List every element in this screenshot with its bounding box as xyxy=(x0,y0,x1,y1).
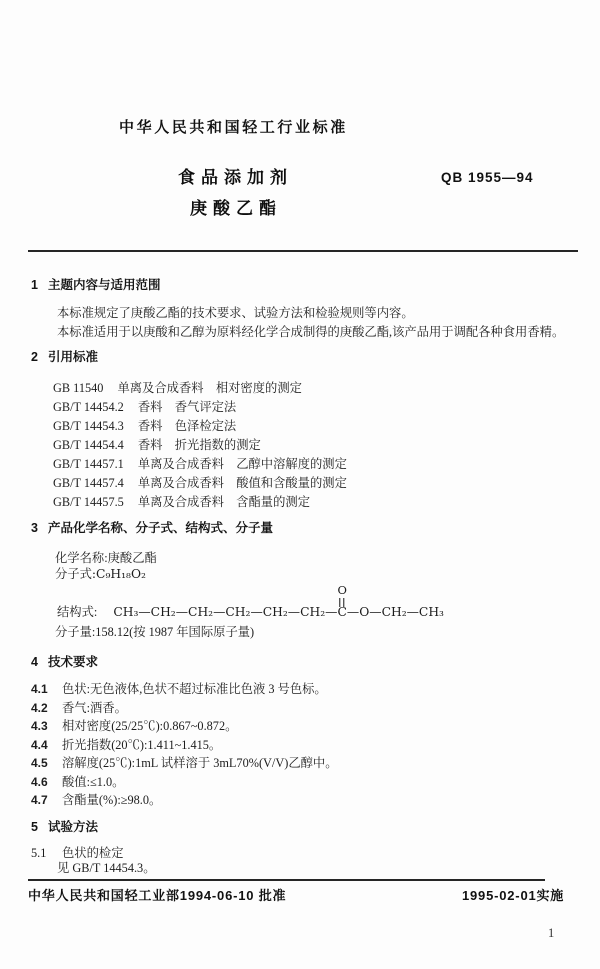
requirement-text: 色状:无色液体,色状不超过标准比色液 3 号色标。 xyxy=(62,682,327,696)
requirement-number: 4.3 xyxy=(31,719,48,733)
subsection-5-1-text: 见 GB/T 14454.3。 xyxy=(57,861,156,875)
subsection-5-1-number: 5.1 xyxy=(31,846,47,860)
section-3-heading xyxy=(31,521,273,535)
oxygen-atom: O xyxy=(337,583,347,597)
double-bond-icon xyxy=(340,598,345,607)
requirement-item xyxy=(31,754,338,773)
requirement-list xyxy=(31,680,338,810)
requirement-text: 酸值:≤1.0。 xyxy=(62,774,125,789)
reference-item xyxy=(53,474,347,493)
requirement-item xyxy=(31,717,338,736)
molecular-weight-line: 分子量:158.12(按 1987 年国际原子量) xyxy=(55,625,255,639)
page-number: 1 xyxy=(548,926,555,940)
requirement-item xyxy=(31,736,338,755)
requirement-text: 溶解度(25℃):1mL 试样溶于 3mL70%(V/V)乙醇中。 xyxy=(62,756,338,770)
implementation-notice: 1995-02-01实施 xyxy=(462,888,565,903)
reference-title: 单离及合成香料 含酯量的测定 xyxy=(137,495,310,509)
reference-code: GB/T 14454.2 xyxy=(53,400,124,414)
standard-code: QB 1955—94 xyxy=(441,170,534,185)
reference-title: 香料 折光指数的测定 xyxy=(137,438,261,452)
reference-item xyxy=(53,436,347,455)
molecular-formula-line: 分子式:C₉H₁₈O₂ xyxy=(55,567,146,581)
requirement-text: 相对密度(25/25℃):0.867~0.872。 xyxy=(62,719,238,733)
requirement-text: 含酯量(%):≥98.0。 xyxy=(62,793,162,807)
requirement-number: 4.4 xyxy=(31,737,48,752)
requirement-number: 4.6 xyxy=(31,774,48,789)
section-4-number: 4 xyxy=(31,655,38,669)
subsection-5-1-title: 色状的检定 xyxy=(62,846,124,860)
section-2-title: 引用标准 xyxy=(48,350,99,364)
formula-chain-right: —O—CH₂—CH₃ xyxy=(346,605,444,619)
approval-notice: 中华人民共和国轻工业部1994-06-10 批准 xyxy=(28,888,287,903)
footer-divider-line xyxy=(28,879,545,881)
section-2-number: 2 xyxy=(31,350,38,364)
section-3-number: 3 xyxy=(31,521,38,535)
document-title-line1: 食品添加剂 xyxy=(178,168,293,187)
requirement-number: 4.7 xyxy=(31,793,48,807)
reference-code: GB/T 14457.4 xyxy=(53,476,124,490)
carbonyl-group xyxy=(337,583,347,620)
formula-chain-left: CH₃—CH₂—CH₂—CH₂—CH₂—CH₂— xyxy=(113,605,338,619)
requirement-number: 4.2 xyxy=(31,700,48,715)
document-title-line2: 庚酸乙酯 xyxy=(190,199,282,218)
section-3-title: 产品化学名称、分子式、结构式、分子量 xyxy=(48,521,274,535)
section-4-title: 技术要求 xyxy=(48,655,99,669)
requirement-item xyxy=(31,773,338,792)
requirement-number: 4.5 xyxy=(31,756,48,770)
requirement-number: 4.1 xyxy=(31,682,48,696)
reference-code: GB/T 14457.5 xyxy=(53,495,124,509)
reference-item xyxy=(53,493,347,512)
requirement-item xyxy=(31,680,338,699)
reference-title: 香料 香气评定法 xyxy=(137,400,237,414)
reference-item xyxy=(53,455,347,474)
section-1-paragraph-1: 本标准规定了庚酸乙酯的技术要求、试验方法和检验规则等内容。 xyxy=(57,306,414,320)
standard-type-heading: 中华人民共和国轻工行业标准 xyxy=(119,119,348,136)
section-4-heading xyxy=(31,655,98,669)
section-5-title: 试验方法 xyxy=(48,820,99,834)
reference-item xyxy=(53,398,347,417)
reference-item xyxy=(53,417,347,436)
chemical-name-line: 化学名称:庚酸乙酯 xyxy=(55,551,157,565)
reference-title: 单离及合成香料 乙醇中溶解度的测定 xyxy=(137,457,347,471)
requirement-item xyxy=(31,699,338,718)
reference-title: 香料 色泽检定法 xyxy=(137,419,237,433)
section-1-title: 主题内容与适用范围 xyxy=(48,278,161,292)
section-1-heading xyxy=(31,278,161,292)
section-2-heading xyxy=(31,350,98,364)
carbon-atom: C xyxy=(337,605,347,619)
reference-code: GB/T 14454.3 xyxy=(53,419,124,433)
reference-item xyxy=(53,379,347,398)
requirement-item xyxy=(31,791,338,810)
requirement-text: 折光指数(20℃):1.411~1.415。 xyxy=(62,737,222,752)
reference-title: 单离及合成香料 相对密度的测定 xyxy=(117,381,302,395)
structural-formula xyxy=(57,583,444,620)
requirement-text: 香气:酒香。 xyxy=(62,700,127,715)
structural-formula-label: 结构式: xyxy=(57,605,98,619)
subsection-5-1-heading xyxy=(31,846,124,860)
reference-title: 单离及合成香料 酸值和含酸量的测定 xyxy=(137,476,347,490)
reference-code: GB 11540 xyxy=(53,381,104,395)
section-5-number: 5 xyxy=(31,820,38,834)
section-5-heading xyxy=(31,820,98,834)
section-1-paragraph-2: 本标准适用于以庚酸和乙醇为原料经化学合成制得的庚酸乙酯,该产品用于调配各种食用香精。 xyxy=(57,325,565,339)
reference-code: GB/T 14457.1 xyxy=(53,457,124,471)
double-bond-oxygen xyxy=(337,584,346,607)
header-divider-line xyxy=(28,250,578,252)
reference-list xyxy=(53,379,347,512)
reference-code: GB/T 14454.4 xyxy=(53,438,124,452)
section-1-number: 1 xyxy=(31,278,38,292)
